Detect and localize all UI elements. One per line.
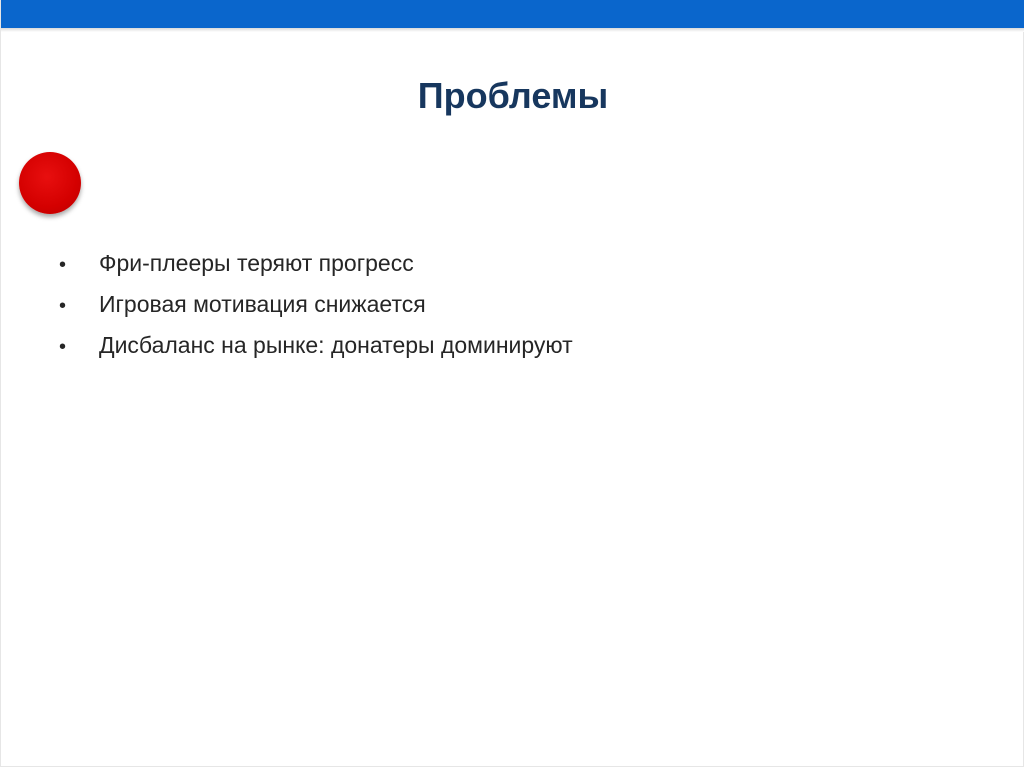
red-circle-decoration	[19, 152, 81, 214]
bullet-item	[59, 285, 573, 326]
bullet-text: Дисбаланс на рынке: донатеры доминируют	[99, 332, 573, 358]
bullet-text: Фри-плееры теряют прогресс	[99, 250, 414, 276]
bullet-icon: •	[59, 254, 67, 276]
bullet-item	[59, 244, 573, 285]
bullet-list	[59, 244, 573, 367]
top-band-shadow	[1, 28, 1024, 32]
slide-title: Проблемы	[417, 75, 609, 116]
bullet-text: Игровая мотивация снижается	[99, 291, 426, 317]
bullet-item	[59, 326, 573, 367]
top-color-band	[1, 0, 1024, 28]
bullet-icon: •	[59, 295, 67, 317]
bullet-icon: •	[59, 336, 67, 358]
